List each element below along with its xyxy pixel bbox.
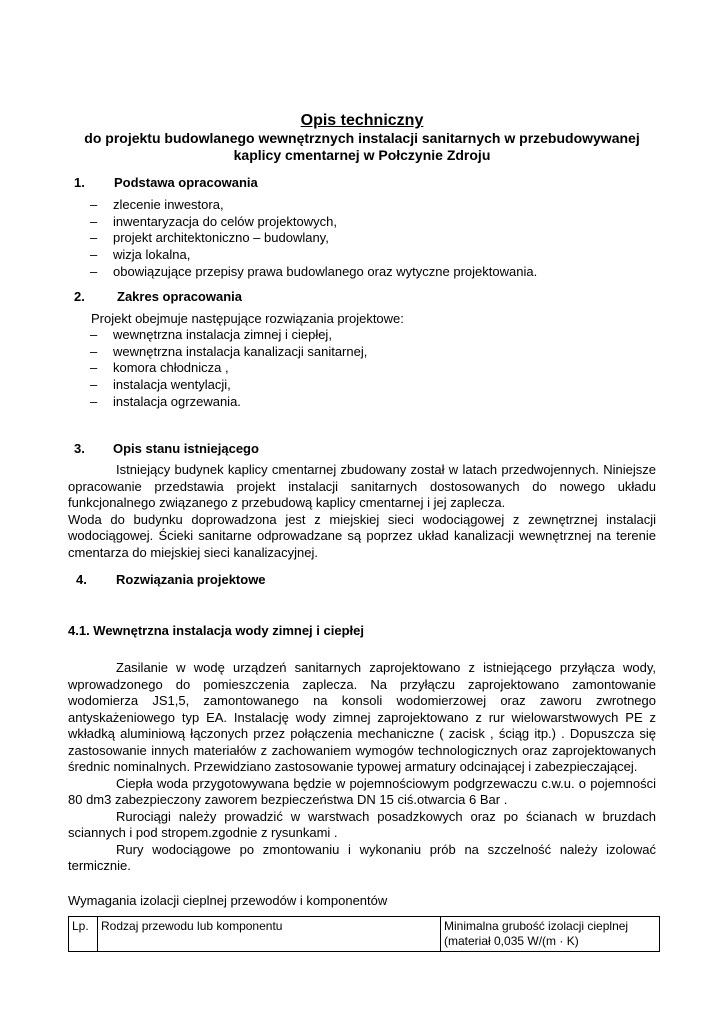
- list-item: – komora chłodnicza ,: [90, 360, 229, 376]
- section-2-intro: Projekt obejmuje następujące rozwiązania projektowe:: [91, 311, 404, 326]
- section-3-number: 3.: [74, 441, 85, 456]
- dash-bullet: –: [90, 360, 98, 376]
- header-thickness-line1: Minimalna grubość izolacji cieplnej: [444, 919, 629, 933]
- section-1-title: Podstawa opracowania: [114, 175, 258, 190]
- list-item: – wewnętrzna instalacja kanalizacji sanitarnej,: [90, 343, 368, 359]
- paragraph: Rury wodociągowe po zmontowaniu i wykonaniu prób na szczelność należy izolować termicznie.: [68, 841, 656, 873]
- dash-bullet: –: [90, 327, 98, 342]
- section-3-title: Opis stanu istniejącego: [113, 441, 259, 456]
- section-1-number: 1.: [74, 175, 85, 190]
- header-cell-lp: Lp.: [69, 917, 98, 952]
- table-header-row: [69, 917, 660, 952]
- dash-bullet: –: [90, 230, 98, 246]
- dash-bullet: –: [90, 377, 98, 393]
- insulation-requirements-table: [68, 916, 660, 952]
- section-4-title: Rozwiązania projektowe: [116, 572, 266, 587]
- dash-bullet: –: [90, 343, 98, 359]
- list-item: – instalacja ogrzewania.: [90, 393, 241, 409]
- list-item: – inwentaryzacja do celów projektowych,: [90, 213, 337, 229]
- paragraph: Woda do budynku doprowadzona jest z miejskiej sieci wodociągowej z zewnętrznej instalacji wodociągowej. Ścieki sanitarne odprowadzane są poprzez układ kanalizacji wewnętrznej na terenie cmentarza do miejskiej sieci kanalizacyjnej.: [68, 511, 656, 560]
- paragraph: Zasilanie w wodę urządzeń sanitarnych zaprojektowano z istniejącego przyłącza wody, wprowadzonego do pomieszczenia zaplecza. Na przyłączu zaprojektowano zamontowanie wodomierza JS1,5, zamontowanego na konsoli wodomierzowej oraz zaworu zwrotnego antyskażeniowego typ EA. Instalację wody zimnej zaprojektowano z rur wielowarstwowych PE z wkładką aluminiową łączonych przez połączenia mechaniczne ( zacisk , ściąg itp.) . Dopuszcza się zastosowanie innych materiałów z zachowaniem wymogów technologicznych oraz zaprojektowanych średnic nominalnych. Przewidziano zastosowanie typowej armatury odcinającej i zabezpieczającej.: [68, 660, 656, 774]
- list-item: – obowiązujące przepisy prawa budowlanego oraz wytyczne projektowania.: [90, 263, 538, 279]
- section-2-number: 2.: [74, 289, 85, 304]
- paragraph: Ciepła woda przygotowywana będzie w pojemnościowym podgrzewaczu c.w.u. o pojemności 80 dm3 zabezpieczony zaworem bezpieczeństwa DN 15 ciś.otwarcia 6 Bar .: [68, 775, 656, 807]
- paragraph: Rurociągi należy prowadzić w warstwach posadzkowych oraz po ścianach w bruzdach sciannych i pod stropem.zgodnie z rysunkami .: [68, 808, 656, 840]
- list-item: – zlecenie inwestora,: [90, 197, 224, 212]
- document-subtitle: do projektu budowlanego wewnętrznych instalacji sanitarnych w przebudowywanej kaplicy cmentarnej w Połczynie Zdroju: [84, 130, 640, 163]
- section-1-list: [90, 197, 537, 281]
- section-4-1-title: 4.1. Wewnętrzna instalacja wody zimnej i ciepłej: [68, 623, 364, 638]
- header-cell-type: Rodzaj przewodu lub komponentu: [98, 917, 441, 952]
- paragraph: Istniejący budynek kaplicy cmentarnej zbudowany został w latach przedwojennych. Niniejsze opracowanie przedstawia projekt instalacji sanitarnych dostosowanych do nowego układu funkcjonalnego związanego z przebudową kaplicy cmentarnej i jej zaplecza.: [68, 462, 656, 510]
- document-title: Opis techniczny: [300, 112, 424, 129]
- section-4-1-text: [68, 660, 656, 875]
- list-item: – wizja lokalna,: [90, 247, 191, 263]
- section-4-number: 4.: [76, 572, 87, 587]
- dash-bullet: –: [90, 213, 98, 229]
- section-3-text: [68, 462, 656, 561]
- header-cell-thickness: [441, 917, 660, 952]
- dash-bullet: –: [90, 197, 98, 212]
- list-item: – wewnętrzna instalacja zimnej i ciepłej,: [90, 327, 332, 342]
- list-item: – instalacja wentylacji,: [90, 377, 231, 393]
- header-thickness-line2: (materiał 0,035 W/(m · K): [444, 934, 579, 948]
- section-2-title: Zakres opracowania: [117, 289, 242, 304]
- table-caption: Wymagania izolacji cieplnej przewodów i komponentów: [68, 893, 388, 908]
- dash-bullet: –: [90, 247, 98, 263]
- dash-bullet: –: [90, 393, 98, 409]
- section-2-list: [90, 327, 367, 411]
- dash-bullet: –: [90, 263, 98, 279]
- list-item: – projekt architektoniczno – budowlany,: [90, 230, 329, 246]
